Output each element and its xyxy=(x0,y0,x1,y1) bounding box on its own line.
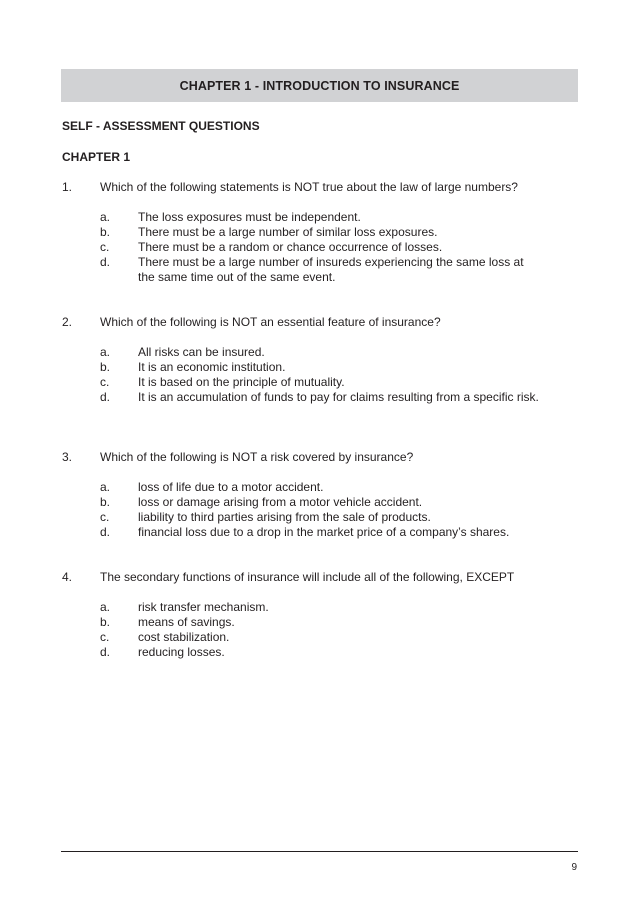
option-letter: d. xyxy=(100,525,111,539)
section-heading: SELF - ASSESSMENT QUESTIONS xyxy=(62,119,260,133)
option-d xyxy=(100,390,542,405)
option-text: liability to third parties arising from the sale of products. xyxy=(138,510,431,524)
option-d xyxy=(100,255,542,285)
option-text: reducing losses. xyxy=(138,645,225,659)
question-text: Which of the following statements is NOT true about the law of large numbers? xyxy=(100,180,518,194)
option-c xyxy=(100,630,542,645)
option-b xyxy=(100,495,542,510)
question-text: Which of the following is NOT an essential feature of insurance? xyxy=(100,315,441,329)
option-text: There must be a large number of insureds experiencing the same loss at the same time out of the same event. xyxy=(138,255,524,284)
option-list xyxy=(100,600,542,660)
question-number: 4. xyxy=(62,570,73,584)
option-letter: c. xyxy=(100,510,110,524)
option-a xyxy=(100,600,542,615)
page-number: 9 xyxy=(571,862,577,873)
option-letter: c. xyxy=(100,375,110,389)
option-letter: c. xyxy=(100,240,110,254)
option-letter: d. xyxy=(100,645,111,659)
question-number: 3. xyxy=(62,450,73,464)
option-text: It is an accumulation of funds to pay for claims resulting from a specific risk. xyxy=(138,390,539,404)
option-letter: a. xyxy=(100,600,111,614)
chapter-banner xyxy=(61,69,578,102)
question-4 xyxy=(62,570,542,660)
option-text: loss of life due to a motor accident. xyxy=(138,480,324,494)
option-list xyxy=(100,345,542,405)
option-letter: a. xyxy=(100,345,111,359)
question-number: 1. xyxy=(62,180,73,194)
option-text: There must be a large number of similar loss exposures. xyxy=(138,225,438,239)
question-1 xyxy=(62,180,542,285)
question-text: Which of the following is NOT a risk covered by insurance? xyxy=(100,450,414,464)
option-text: means of savings. xyxy=(138,615,235,629)
option-b xyxy=(100,225,542,240)
option-c xyxy=(100,240,542,255)
question-3 xyxy=(62,450,542,540)
option-letter: c. xyxy=(100,630,110,644)
option-letter: a. xyxy=(100,210,111,224)
option-letter: b. xyxy=(100,225,111,239)
option-letter: b. xyxy=(100,615,111,629)
option-letter: b. xyxy=(100,495,111,509)
chapter-heading: CHAPTER 1 xyxy=(62,150,131,164)
option-b xyxy=(100,360,542,375)
option-c xyxy=(100,375,542,390)
option-letter: d. xyxy=(100,390,111,404)
option-letter: b. xyxy=(100,360,111,374)
option-text: loss or damage arising from a motor vehicle accident. xyxy=(138,495,423,509)
option-text: It is based on the principle of mutuality. xyxy=(138,375,345,389)
option-text: financial loss due to a drop in the market price of a company’s shares. xyxy=(138,525,510,539)
option-d xyxy=(100,525,542,540)
option-text: risk transfer mechanism. xyxy=(138,600,269,614)
chapter-banner-title: CHAPTER 1 - INTRODUCTION TO INSURANCE xyxy=(179,78,460,93)
option-d xyxy=(100,645,542,660)
option-a xyxy=(100,480,542,495)
option-text: All risks can be insured. xyxy=(138,345,265,359)
option-text: There must be a random or chance occurrence of losses. xyxy=(138,240,443,254)
option-list xyxy=(100,480,542,540)
option-letter: a. xyxy=(100,480,111,494)
question-2 xyxy=(62,315,542,405)
question-number: 2. xyxy=(62,315,73,329)
option-text: cost stabilization. xyxy=(138,630,230,644)
question-text: The secondary functions of insurance will include all of the following, EXCEPT xyxy=(100,570,515,584)
option-b xyxy=(100,615,542,630)
footer-rule xyxy=(61,851,578,852)
option-a xyxy=(100,345,542,360)
option-list xyxy=(100,210,542,285)
option-c xyxy=(100,510,542,525)
option-text: The loss exposures must be independent. xyxy=(138,210,361,224)
option-text: It is an economic institution. xyxy=(138,360,286,374)
option-letter: d. xyxy=(100,255,111,269)
option-a xyxy=(100,210,542,225)
